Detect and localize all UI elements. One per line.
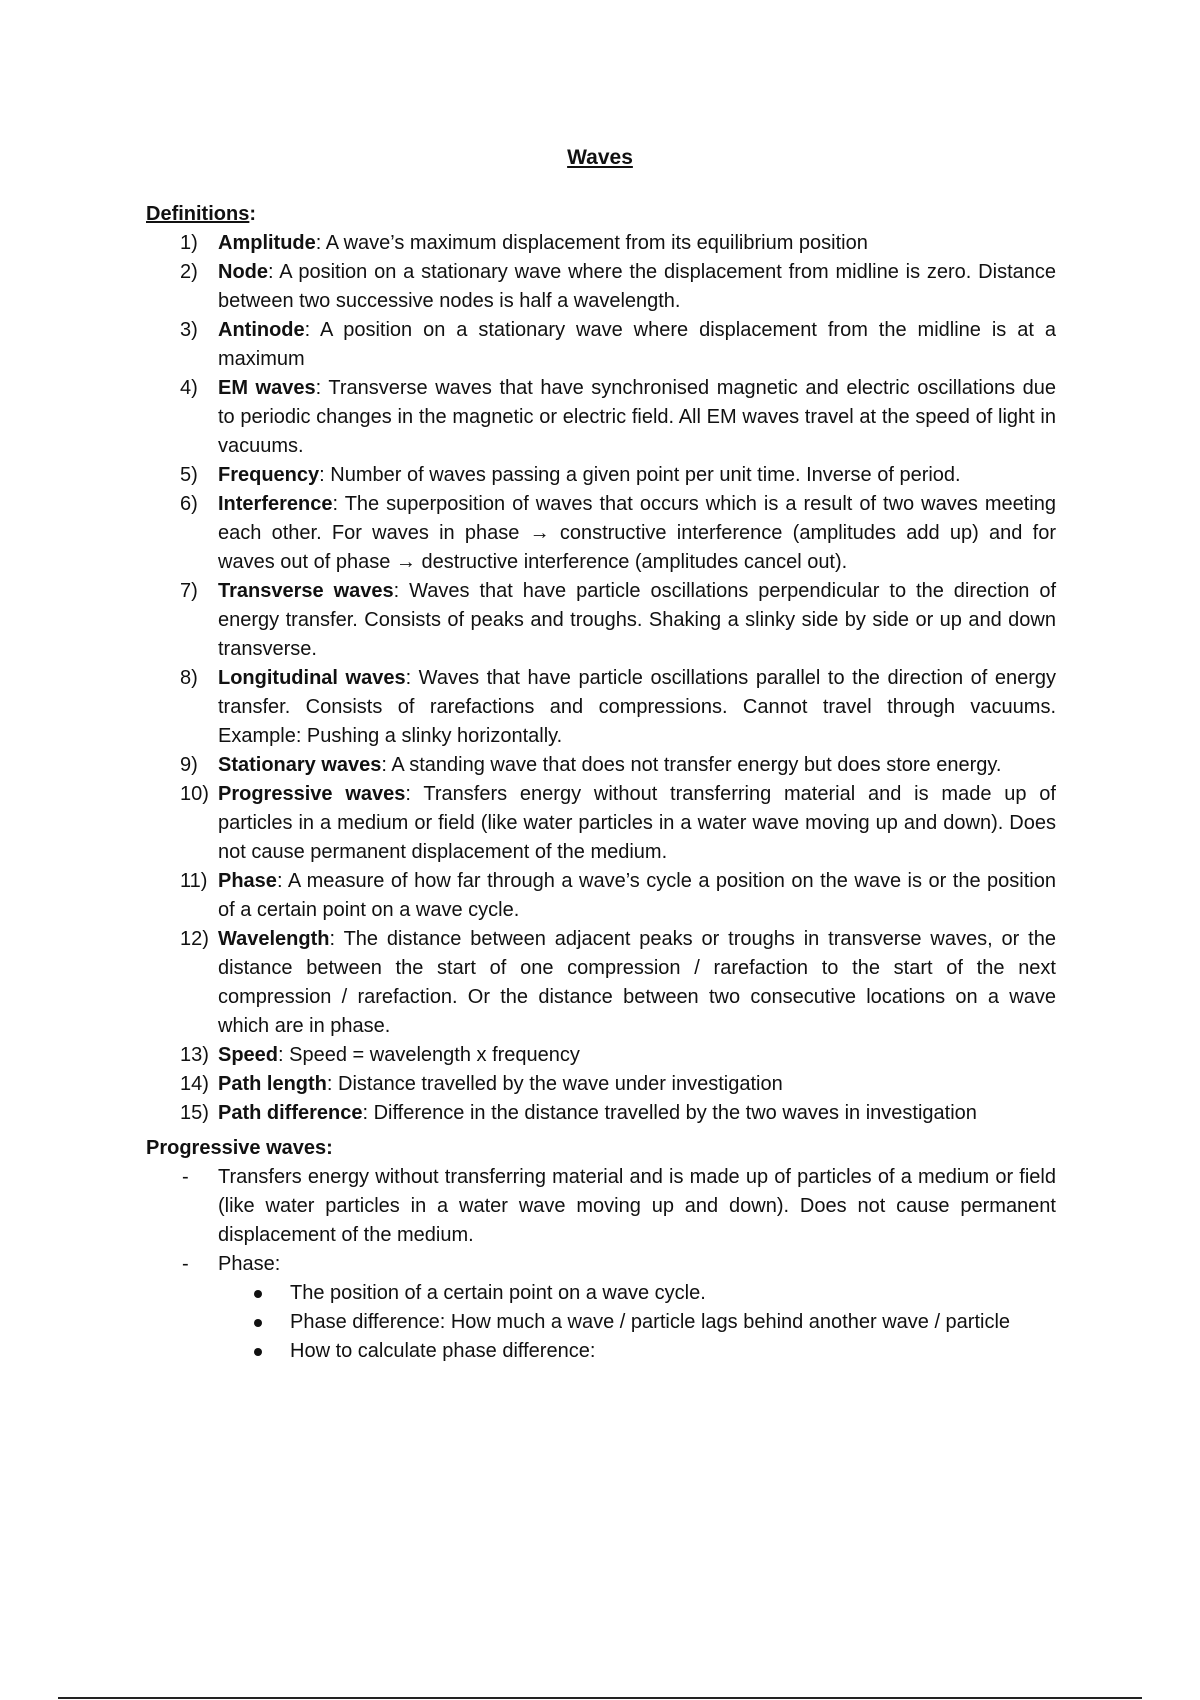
definition-number: 8) [180,667,198,689]
definitions-heading-colon: : [249,203,257,225]
definition-term: Transverse waves [218,580,394,602]
definition-item [146,577,1056,664]
dash-marker: - [182,1253,189,1275]
definition-text: : Speed = wavelength x frequency [278,1044,580,1066]
definition-text: : Difference in the distance travelled by the two waves in investigation [362,1102,977,1124]
definition-term: Stationary waves [218,754,382,776]
definition-number: 4) [180,377,198,399]
definition-number: 1) [180,232,198,254]
definition-item [146,1099,1056,1128]
list-item-text: How to calculate phase difference: [290,1340,596,1362]
definition-text: : A position on a stationary wave where the displacement from midline is zero. Distance between two successive nodes is half a wavelength. [218,261,1056,312]
definition-number: 9) [180,754,198,776]
definition-term: Node [218,261,268,283]
definition-term: Frequency [218,464,320,486]
list-item-text: Transfers energy without transferring material and is made up of particles of a medium or field (like water particles in a water wave moving up and down). Does not cause permanent displacement of the medium. [218,1166,1056,1246]
bullet-icon [254,1348,262,1356]
definition-item [146,867,1056,925]
page-title: Waves [567,146,633,169]
definition-number: 15) [180,1102,209,1124]
definition-item [146,664,1056,751]
definitions-section [146,200,1056,1128]
definition-term: Speed [218,1044,279,1066]
definition-number: 14) [180,1073,209,1095]
list-item [146,1163,1056,1250]
definition-number: 7) [180,580,198,602]
definition-text: : Distance travelled by the wave under investigation [326,1073,783,1095]
definition-term: Antinode [218,319,305,341]
definition-number: 6) [180,493,198,515]
definition-term: Longitudinal waves [218,667,406,689]
definition-number: 2) [180,261,198,283]
definition-item [146,780,1056,867]
definition-number: 10) [180,783,209,805]
footer-divider [58,1697,1142,1699]
definition-number: 13) [180,1044,209,1066]
list-item-text: The position of a certain point on a wave cycle. [290,1282,706,1304]
definition-text: : The superposition of waves that occurs which is a result of two waves meeting each other. For waves in phase → constructive interference (amplitudes add up) and for waves out of phase → destructive interference (amplitudes cancel out). [218,493,1056,573]
definition-item [146,258,1056,316]
definition-text: : The distance between adjacent peaks or troughs in transverse waves, or the distance between the start of one compression / rarefaction to the start of the next compression / rarefaction. Or the distance between two consecutive locations on a wave which are in phase. [218,928,1056,1037]
definition-item [146,1041,1056,1070]
definitions-heading-text: Definitions [146,203,250,225]
list-item-text: Phase difference: How much a wave / particle lags behind another wave / particle [290,1311,1011,1333]
definition-item [146,490,1056,577]
definition-item [146,374,1056,461]
definition-term: Path length [218,1073,327,1095]
definition-text: : Transverse waves that have synchronised magnetic and electric oscillations due to periodic changes in the magnetic or electric field. All EM waves travel at the speed of light in vacuums. [218,377,1056,457]
definition-item [146,229,1056,258]
progressive-waves-list [146,1163,1056,1279]
definition-text: : A measure of how far through a wave’s cycle a position on the wave is or the position of a certain point on a wave cycle. [218,870,1056,921]
definition-number: 12) [180,928,209,950]
definition-term: Interference [218,493,333,515]
definition-term: Path difference [218,1102,363,1124]
definition-item [146,1070,1056,1099]
list-item [146,1250,1056,1279]
definition-text: : Waves that have particle oscillations perpendicular to the direction of energy transfer. Consists of peaks and troughs. Shaking a slinky side by side or up and down transverse. [218,580,1056,660]
list-item-text: Phase: [218,1253,281,1275]
definitions-list [146,229,1056,1128]
list-item [146,1308,1056,1337]
definition-item [146,316,1056,374]
definition-term: Wavelength [218,928,330,950]
bullet-icon [254,1319,262,1327]
definition-text: : A standing wave that does not transfer energy but does store energy. [381,754,1002,776]
definition-text: : A position on a stationary wave where displacement from the midline is at a maximum [218,319,1056,370]
definition-number: 5) [180,464,198,486]
definition-text: : Waves that have particle oscillations parallel to the direction of energy transfer. Consists of rarefactions and compressions. Cannot travel through vacuums. Example: Pushing a slinky horizontally. [218,667,1056,747]
definition-term: Progressive waves [218,783,406,805]
progressive-waves-heading: Progressive waves: [146,1137,333,1159]
list-item [146,1337,1056,1366]
definition-text: : A wave’s maximum displacement from its equilibrium position [315,232,868,254]
definition-text: : Number of waves passing a given point per unit time. Inverse of period. [319,464,961,486]
definition-item [146,461,1056,490]
definition-number: 11) [180,870,208,892]
definition-term: EM waves [218,377,316,399]
definitions-heading [146,200,1056,229]
bullet-icon [254,1290,262,1298]
definition-text: : Transfers energy without transferring material and is made up of particles in a medium or field (like water particles in a water wave moving up and down). Does not cause permanent displacement of the medium. [218,783,1056,863]
definition-term: Phase [218,870,277,892]
definition-item [146,751,1056,780]
progressive-waves-section [146,1134,1056,1366]
phase-bullet-list [146,1279,1056,1366]
list-item [146,1279,1056,1308]
definition-item [146,925,1056,1041]
definition-number: 3) [180,319,198,341]
dash-marker: - [182,1166,189,1188]
definition-term: Amplitude [218,232,316,254]
